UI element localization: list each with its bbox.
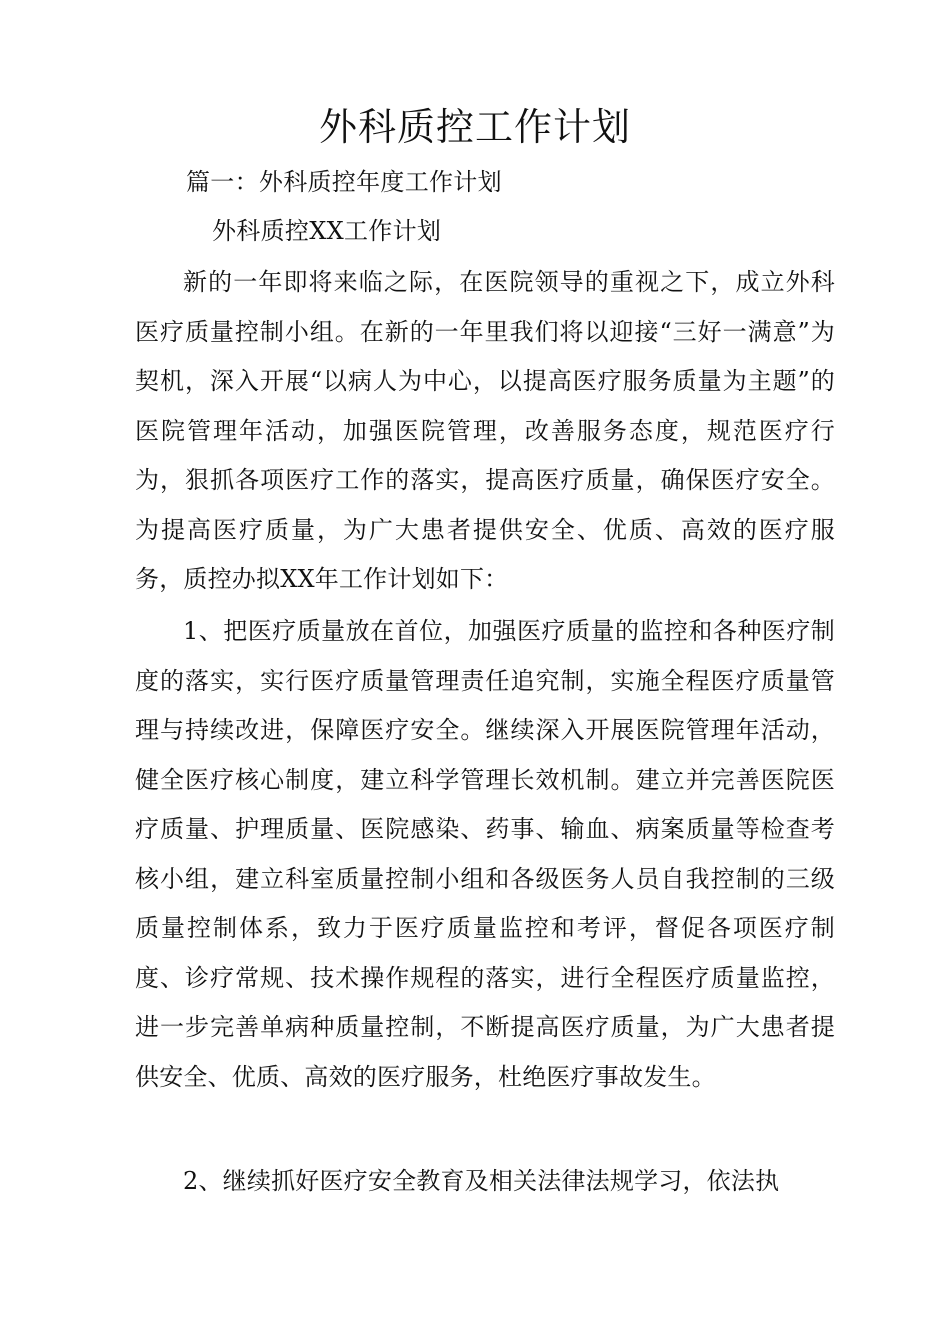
sub-heading: 外科质控XX工作计划: [212, 217, 442, 245]
paragraph-item-1: 1、把医疗质量放在首位，加强医疗质量的监控和各种医疗制度的落实，实行医疗质量管理责任追究制，实施全程医疗质量管理与持续改进，保障医疗安全。继续深入开展医院管理年活动，健全医疗核心制度，建立科学管理长效机制。建立并完善医院医疗质量、护理质量、医院感染、药事、输血、病案质量等检查考核小组，建立科室质量控制小组和各级医务人员自我控制的三级质量控制体系，致力于医疗质量监控和考评，督促各项医疗制度、诊疗常规、技术操作规程的落实，进行全程医疗质量监控，进一步完善单病种质量控制，不断提高医疗质量，为广大患者提供安全、优质、高效的医疗服务，杜绝医疗事故发生。: [135, 617, 835, 1091]
chapter-heading: 篇一：外科质控年度工作计划: [186, 168, 502, 196]
document-title: 外科质控工作计划: [318, 105, 631, 149]
paragraph-item-2: 2、继续抓好医疗安全教育及相关法律法规学习，依法执: [183, 1167, 780, 1195]
paragraph-intro: 新的一年即将来临之际，在医院领导的重视之下，成立外科医疗质量控制小组。在新的一年里我们将以迎接“三好一满意”为契机，深入开展“以病人为中心，以提高医疗服务质量为主题”的医院管理年活动，加强医院管理，改善服务态度，规范医疗行为，狠抓各项医疗工作的落实，提高医疗质量，确保医疗安全。为提高医疗质量，为广大患者提供安全、优质、高效的医疗服务，质控办拟XX年工作计划如下：: [135, 268, 835, 593]
